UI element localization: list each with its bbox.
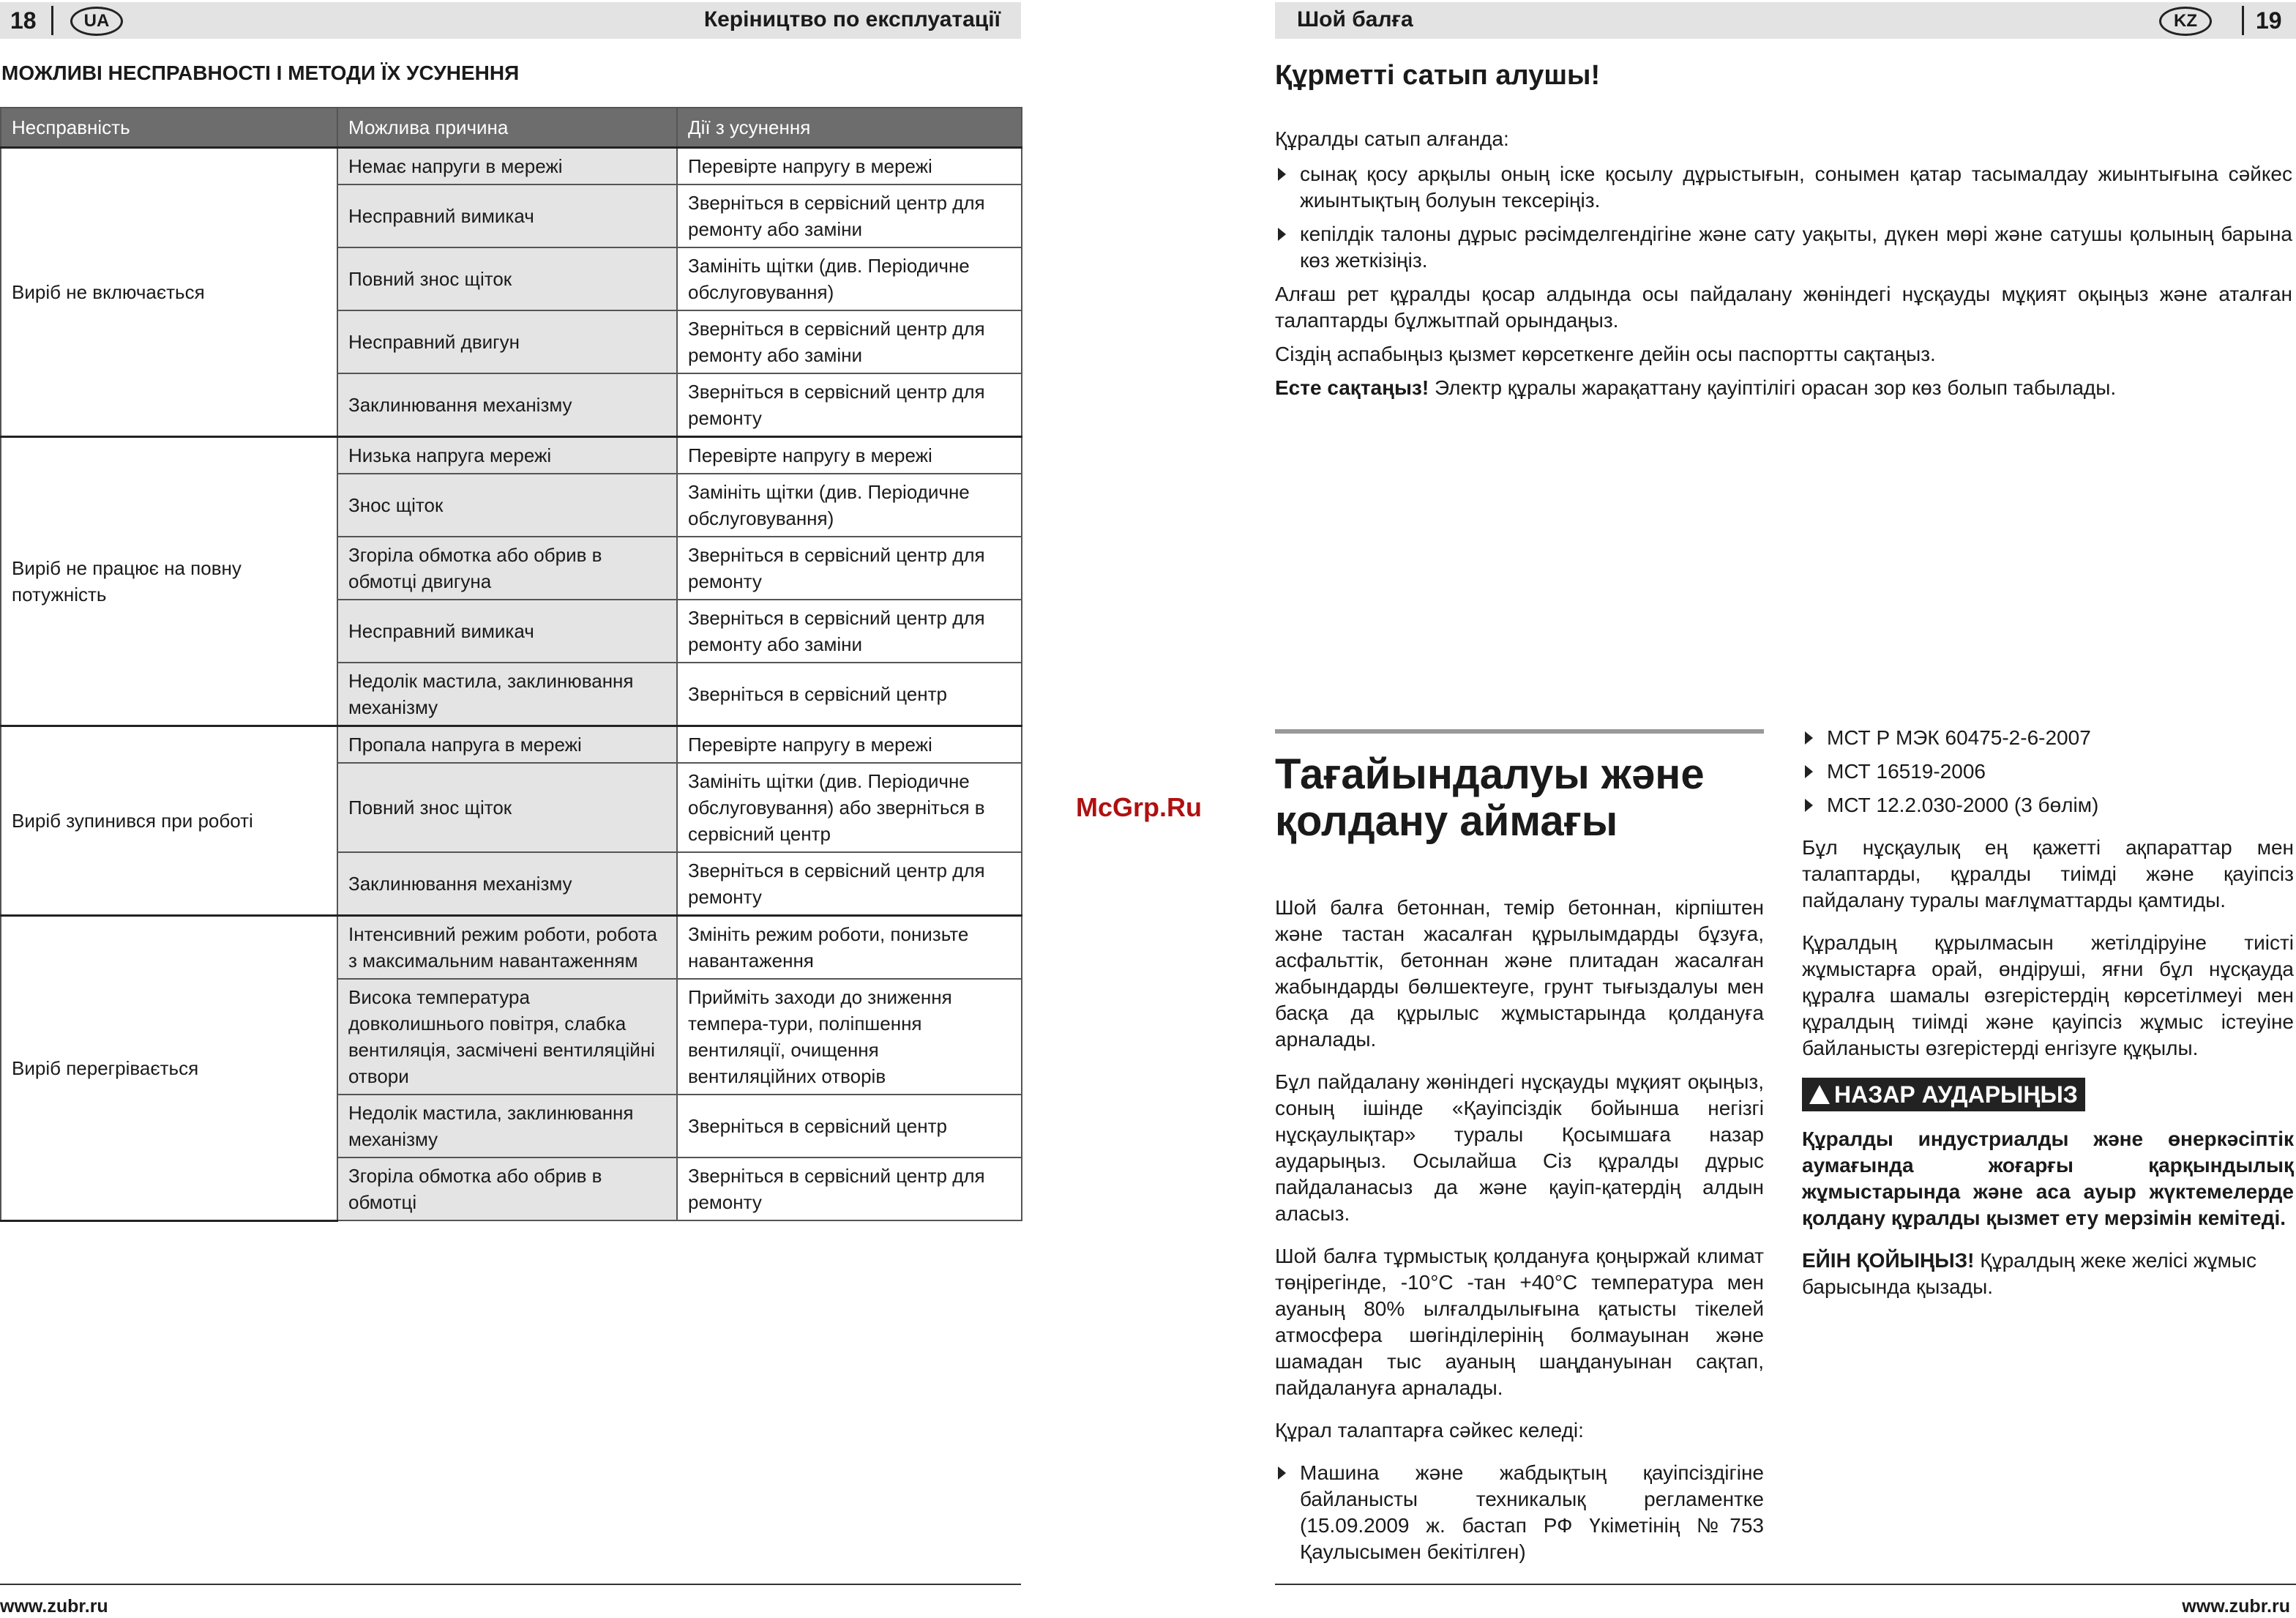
col1-para1: Шой балға бетоннан, темір бетоннан, кірпіштен және тастан жасалған құрылымдарды бұзуға, асфальттік, бетоннан және плитадан жасалған жабындарды бөлшектеуге, грунт тығыздалуы мен басқа да құрылыс жұмыстарында қолдануға арналады. bbox=[1275, 896, 1764, 1051]
table-header-row bbox=[1, 108, 1022, 148]
cause-cell: Висока температура довколишнього повітря, слабка вентиляція, засмічені вентиляційні отвори bbox=[337, 979, 677, 1095]
right-lang-badge: KZ bbox=[2159, 7, 2212, 36]
fix-cell: Замініть щітки (див. Періодичне обслуговування) або зверніться в сервісний центр bbox=[677, 763, 1022, 852]
cause-cell: Недолік мастила, заклинювання механізму bbox=[337, 1095, 677, 1157]
table-row bbox=[1, 916, 1022, 980]
fix-cell: Зверніться в сервісний центр для ремонту bbox=[677, 852, 1022, 916]
left-footer-site[interactable]: www.zubr.ru bbox=[0, 1596, 108, 1617]
fix-cell: Замініть щітки (див. Періодичне обслуговування) bbox=[677, 247, 1022, 310]
right-intro: Құралды сатып алғанда: bbox=[1275, 127, 1509, 150]
right-remember-text: Электр құралы жарақаттану қауіптілігі орасан зор көз болып табылады. bbox=[1429, 376, 2117, 399]
table-header-cell: Дії з усунення bbox=[677, 108, 1022, 148]
fault-cell: Виріб не працює на повну потужність bbox=[1, 437, 337, 726]
bullet-item: МСТ 12.2.030-2000 (3 бөлім) bbox=[1802, 792, 2294, 819]
note-block bbox=[1802, 1248, 2294, 1300]
cause-cell: Недолік мастила, заклинювання механізму bbox=[337, 663, 677, 726]
cause-cell: Заклинювання механізму bbox=[337, 852, 677, 916]
left-page-number: 18 bbox=[10, 7, 37, 34]
right-page-number: 19 bbox=[2256, 7, 2282, 34]
fix-cell: Зверніться в сервісний центр для ремонту або заміни bbox=[677, 600, 1022, 663]
right-header-divider bbox=[2242, 6, 2244, 35]
right-header-title: Шой балға bbox=[1297, 7, 1413, 31]
left-header-title: Керіництво по експлуатації bbox=[703, 7, 1001, 31]
right-intro-block bbox=[1275, 126, 2292, 409]
right-footer-rule bbox=[1275, 1584, 2296, 1585]
col2-para2: Құралдың құрылмасын жетілдіруіне тиісті жұмыстарға орай, өндіруші, яғни бұл нұсқауда құралға шамалы өзгерістердің көрсетілмеуі мен құралдың тиімді және қауіпсіз жұмыс істеуіне байланысты өзгерістерді енгізуге құқылы. bbox=[1802, 931, 2294, 1059]
col1-para3: Шой балға тұрмыстық қолдануға қоңыржай климат төңірегінде, -10°С -тан +40°С температура мен ауаның 80% ылғалдылығына қатысты тікелей атмосфера шөгінділерінің болмауынан және шамадан тыс ауаның шаңдануынан сақтап, пайдалануға арналады. bbox=[1275, 1245, 1764, 1399]
fix-cell: Замініть щітки (див. Періодичне обслуговування) bbox=[677, 474, 1022, 537]
table-header-cell: Несправність bbox=[1, 108, 337, 148]
left-lang-badge: UA bbox=[70, 7, 123, 36]
right-para2: Сіздің аспабыңыз қызмет көрсеткенге дейін осы паспортты сақтаңыз. bbox=[1275, 343, 1936, 365]
cause-cell: Несправний вимикач bbox=[337, 184, 677, 247]
right-footer-site[interactable]: www.zubr.ru bbox=[2182, 1596, 2290, 1617]
watermark-text: McGrp.Ru bbox=[1076, 792, 1203, 822]
warning-badge bbox=[1802, 1078, 2294, 1111]
right-remember bbox=[1275, 375, 2292, 401]
cause-cell: Пропала напруга в мережі bbox=[337, 726, 677, 764]
col1-para4: Құрал талаптарға сәйкес келеді: bbox=[1275, 1419, 1584, 1442]
purpose-title: Тағайындалуы және қолдану аймағы bbox=[1275, 750, 1705, 845]
cause-cell: Несправний двигун bbox=[337, 310, 677, 373]
left-footer-rule bbox=[0, 1584, 1021, 1585]
fault-cell: Виріб зупинився при роботі bbox=[1, 726, 337, 916]
fault-cell: Виріб перегрівається bbox=[1, 916, 337, 1221]
table-row bbox=[1, 148, 1022, 185]
bullet-item: Машина және жабдықтың қауіпсіздігіне байланысты техникалық регламентке (15.09.2009 ж. бастап РФ Үкіметінің №753 Қаулысымен бекітілген) bbox=[1275, 1460, 1764, 1565]
cause-cell: Немає напруги в мережі bbox=[337, 148, 677, 185]
fix-cell: Змініть режим роботи, понизьте навантаження bbox=[677, 916, 1022, 980]
right-remember-label: Есте сақтаңыз! bbox=[1275, 376, 1429, 399]
fix-cell: Зверніться в сервісний центр для ремонту bbox=[677, 373, 1022, 437]
col1-bullets bbox=[1275, 1460, 1764, 1565]
fix-cell: Зверніться в сервісний центр bbox=[677, 663, 1022, 726]
cause-cell: Знос щіток bbox=[337, 474, 677, 537]
table-row bbox=[1, 726, 1022, 764]
right-col1 bbox=[1275, 895, 1764, 1573]
table-row bbox=[1, 437, 1022, 474]
fix-cell: Прийміть заходи до зниження темпера-тури, поліпшення вентиляції, очищення вентиляційних отворів bbox=[677, 979, 1022, 1095]
fix-cell: Перевірте напругу в мережі bbox=[677, 148, 1022, 185]
bullet-item: кепілдік талоны дұрыс рәсімделгендігіне және сату уақыты, дүкен мөрі және сатушы қолының барына көз жеткізіңіз. bbox=[1275, 221, 2292, 274]
purpose-title-rule bbox=[1275, 729, 1764, 734]
warning-banner bbox=[1802, 1078, 2085, 1111]
left-section-title: МОЖЛИВІ НЕСПРАВНОСТІ І МЕТОДИ ЇХ УСУНЕННЯ bbox=[1, 61, 520, 84]
warning-triangle-icon bbox=[1809, 1085, 1830, 1104]
table-header-cell: Можлива причина bbox=[337, 108, 677, 148]
fault-cell: Виріб не включається bbox=[1, 148, 337, 437]
right-greeting: Құрметті сатып алушы! bbox=[1275, 60, 1601, 91]
fix-cell: Зверніться в сервісний центр для ремонту або заміни bbox=[677, 310, 1022, 373]
bullet-item: сынақ қосу арқылы оның іске қосылу дұрыстығын, сонымен қатар тасымалдау жиынтығына сәйкес жиынтықтың болуын тексеріңіз. bbox=[1275, 161, 2292, 214]
warning-label: НАЗАР АУДАРЫҢЫЗ bbox=[1834, 1081, 2078, 1108]
bullet-item: МСТ 16519-2006 bbox=[1802, 758, 2294, 785]
troubleshooting-table bbox=[0, 107, 1022, 1222]
fix-cell: Зверніться в сервісний центр для ремонту bbox=[677, 1157, 1022, 1220]
right-para1: Алғаш рет құралды қосар алдында осы пайдалану жөніндегі нұсқауды мұқият оқыңыз және аталған талаптарды бұлжытпай орындаңыз. bbox=[1275, 283, 2292, 332]
table-body bbox=[1, 148, 1022, 1221]
cause-cell: Згоріла обмотка або обрив в обмотці bbox=[337, 1157, 677, 1220]
cause-cell: Повний знос щіток bbox=[337, 247, 677, 310]
cause-cell: Інтенсивний режим роботи, робота з максимальним навантаженням bbox=[337, 916, 677, 980]
fix-cell: Зверніться в сервісний центр для ремонту bbox=[677, 537, 1022, 600]
fix-cell: Перевірте напругу в мережі bbox=[677, 437, 1022, 474]
fix-cell: Перевірте напругу в мережі bbox=[677, 726, 1022, 764]
right-header-bar bbox=[1275, 2, 2296, 39]
cause-cell: Згоріла обмотка або обрив в обмотці двигуна bbox=[337, 537, 677, 600]
fix-cell: Зверніться в сервісний центр bbox=[677, 1095, 1022, 1157]
col2-para1: Бұл нұсқаулық ең қажетті ақпараттар мен талаптарды, құралды тиімді және қауіпсіз пайдалану туралы мағлұматтарды қамтиды. bbox=[1802, 836, 2294, 911]
right-intro-bullets bbox=[1275, 161, 2292, 274]
right-col2 bbox=[1802, 725, 2294, 1308]
col2-bullets bbox=[1802, 725, 2294, 819]
cause-cell: Несправний вимикач bbox=[337, 600, 677, 663]
cause-cell: Повний знос щіток bbox=[337, 763, 677, 852]
warning-text: Құралды индустриалды және өнеркәсіптік аумағында жоғарғы қарқындылық жұмыстарында және аса ауыр жүктемелерде қолдану құралды қызмет ету мерзімін кемітеді. bbox=[1802, 1127, 2294, 1229]
fix-cell: Зверніться в сервісний центр для ремонту або заміни bbox=[677, 184, 1022, 247]
left-header-divider bbox=[51, 6, 53, 35]
cause-cell: Низька напруга мережі bbox=[337, 437, 677, 474]
note-text: Құралдың жеке желісі жұмыс барысында қызады. bbox=[1802, 1249, 2257, 1298]
bullet-item: МСТ Р МЭК 60475-2-6-2007 bbox=[1802, 725, 2294, 751]
note-label: ЕЙІН ҚОЙЫҢЫЗ! bbox=[1802, 1249, 1975, 1272]
cause-cell: Заклинювання механізму bbox=[337, 373, 677, 437]
col1-para2: Бұл пайдалану жөніндегі нұсқауды мұқият оқыңыз, соның ішінде «Қауіпсіздік бойынша негізгі нұсқаулықтар» туралы Қосымшаға назар аударыңыз. Осылайша Сіз құралды дұрыс пайдаланасыз да және қауіп-қатердің алдын аласыз. bbox=[1275, 1070, 1764, 1225]
